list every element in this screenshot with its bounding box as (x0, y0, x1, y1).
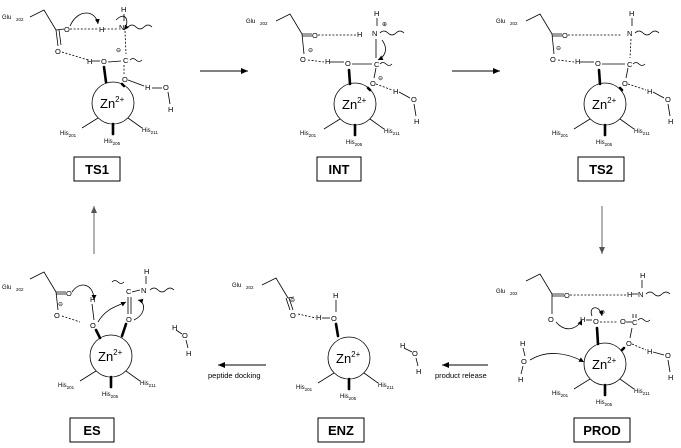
svg-text:ENZ: ENZ (328, 423, 354, 438)
svg-text:202: 202 (16, 287, 24, 292)
state-label-enz (318, 418, 364, 442)
svg-text:His205: His$_{205}$ (596, 400, 613, 407)
label-peptide-docking: peptide docking (208, 371, 261, 380)
svg-text:H: H (121, 5, 127, 14)
svg-text:His201: His$_{201}$ (552, 131, 569, 138)
svg-text:H: H (640, 271, 646, 280)
state-label-ts2 (578, 157, 624, 181)
svg-text:H: H (172, 323, 178, 332)
svg-text:⊕: ⊕ (382, 22, 388, 28)
svg-text:H: H (333, 291, 339, 300)
svg-text:Zn2+: $Zn^{2+}$ (342, 96, 367, 112)
svg-text:O: O (370, 79, 376, 88)
svg-text:O: O (126, 315, 132, 324)
svg-text:Glu: Glu (2, 285, 12, 291)
svg-text:H: H (627, 290, 633, 299)
structure-ts2 (496, 9, 673, 147)
svg-text:Glu: Glu (246, 19, 256, 25)
svg-text:H: H (668, 117, 674, 126)
svg-text:H: H (518, 375, 524, 384)
svg-text:Glu: Glu (232, 283, 242, 289)
svg-text:C: C (374, 60, 380, 69)
svg-text:H: H (668, 373, 674, 382)
svg-text:O: O (665, 351, 671, 360)
svg-text:His211: His$_{211}$ (378, 383, 394, 390)
svg-text:O: O (290, 311, 296, 320)
svg-text:His205: His$_{205}$ (340, 394, 357, 401)
svg-text:H: H (144, 267, 150, 276)
svg-text:H: H (99, 25, 105, 34)
svg-text:⊖: ⊖ (58, 302, 64, 308)
svg-text:H: H (520, 339, 526, 348)
svg-text:202: 202 (260, 21, 268, 26)
structure-es (2, 267, 191, 399)
svg-text:His201: His$_{201}$ (552, 391, 569, 398)
label-product-release: product release (435, 371, 487, 380)
svg-text:O: O (64, 25, 70, 34)
svg-text:H: H (647, 87, 653, 96)
svg-text:His201: His$_{201}$ (296, 385, 313, 392)
svg-text:H: H (416, 367, 422, 376)
structure-prod (496, 271, 673, 407)
svg-text:H: H (145, 83, 151, 92)
svg-text:H: H (647, 347, 653, 356)
svg-text:O: O (182, 331, 188, 340)
svg-text:His211: His$_{211}$ (634, 129, 650, 136)
svg-text:O: O (622, 79, 628, 88)
svg-text:C: C (123, 56, 129, 65)
svg-text:His201: His$_{201}$ (300, 131, 317, 138)
svg-text:His211: His$_{211}$ (634, 389, 650, 396)
svg-text:⊖: ⊖ (378, 76, 384, 82)
svg-text:O: O (411, 95, 417, 104)
svg-text:H: H (575, 57, 581, 66)
svg-text:O: O (54, 311, 60, 320)
svg-text:ES: ES (83, 423, 101, 438)
svg-text:Zn2+: $Zn^{2+}$ (336, 350, 361, 366)
svg-text:O: O (163, 83, 169, 92)
svg-text:Zn2+: $Zn^{2+}$ (100, 95, 125, 111)
svg-text:Zn2+: $Zn^{2+}$ (592, 96, 617, 112)
svg-text:H: H (414, 117, 420, 126)
svg-text:O: O (626, 339, 632, 348)
state-label-ts1 (74, 157, 120, 181)
svg-text:His211: His$_{211}$ (140, 381, 156, 388)
svg-text:His211: His$_{211}$ (142, 128, 158, 135)
svg-text:O: O (122, 75, 128, 84)
svg-text:⊖: ⊖ (308, 48, 314, 54)
svg-text:TS1: TS1 (85, 162, 109, 177)
svg-text:Glu: Glu (2, 15, 12, 21)
svg-text:His201: His$_{201}$ (60, 131, 77, 138)
svg-text:H: H (87, 57, 93, 66)
svg-text:O: O (90, 321, 96, 330)
svg-text:Zn2+: $Zn^{2+}$ (98, 348, 123, 364)
state-label-int (317, 157, 361, 181)
svg-text:Glu: Glu (496, 289, 506, 295)
svg-text:C: C (627, 60, 633, 69)
svg-text:N: N (372, 29, 378, 38)
svg-text:202: 202 (510, 291, 518, 296)
svg-text:H: H (90, 295, 96, 304)
svg-text:His205: His$_{205}$ (596, 140, 613, 147)
svg-text:O: O (331, 314, 337, 323)
svg-text:⊖: ⊖ (116, 48, 122, 54)
svg-text:PROD: PROD (583, 423, 621, 438)
svg-text:⊖: ⊖ (556, 46, 562, 52)
svg-text:H: H (629, 9, 635, 18)
svg-text:N: N (141, 286, 147, 295)
svg-text:202: 202 (246, 285, 254, 290)
svg-text:O: O (564, 291, 570, 300)
structure-enz (232, 278, 421, 401)
svg-text:H: H (393, 87, 399, 96)
svg-text:H: H (186, 349, 192, 358)
svg-text:INT: INT (328, 162, 350, 177)
svg-text:O: O (312, 31, 318, 40)
svg-text:O: O (66, 289, 72, 298)
svg-text:⊖: ⊖ (600, 310, 606, 316)
svg-text:N: N (119, 23, 125, 32)
svg-text:His211: His$_{211}$ (384, 129, 400, 136)
structure-ts1 (2, 5, 173, 146)
svg-text:O: O (101, 57, 107, 66)
svg-text:H: H (357, 30, 363, 39)
svg-text:C: C (632, 318, 638, 327)
svg-text:TS2: TS2 (589, 162, 613, 177)
svg-text:⊖: ⊖ (290, 298, 296, 304)
svg-text:H: H (316, 313, 322, 322)
svg-text:His205: His$_{205}$ (102, 392, 119, 399)
svg-text:N: N (638, 290, 644, 299)
svg-text:O: O (562, 31, 568, 40)
svg-text:O: O (300, 55, 306, 64)
svg-text:O: O (620, 317, 626, 326)
svg-text:His205: His$_{205}$ (104, 139, 121, 146)
svg-text:O: O (548, 315, 554, 324)
svg-text:His201: His$_{201}$ (58, 383, 75, 390)
svg-text:H: H (580, 315, 586, 324)
svg-text:O: O (550, 55, 556, 64)
svg-text:O: O (521, 357, 527, 366)
svg-text:O: O (55, 47, 61, 56)
svg-text:N: N (627, 29, 633, 38)
svg-text:His205: His$_{205}$ (346, 140, 363, 147)
svg-text:O: O (412, 349, 418, 358)
state-label-es (70, 418, 114, 442)
svg-text:202: 202 (510, 21, 518, 26)
svg-text:H: H (374, 9, 380, 18)
svg-text:H: H (168, 105, 174, 114)
svg-text:O: O (345, 59, 351, 68)
svg-text:Zn2+: $Zn^{2+}$ (592, 356, 617, 372)
svg-text:O: O (593, 317, 599, 326)
svg-text:H: H (400, 341, 406, 350)
svg-text:Glu: Glu (496, 19, 506, 25)
structure-int (246, 9, 419, 147)
svg-text:H: H (325, 57, 331, 66)
svg-text:C: C (126, 287, 132, 296)
svg-text:202: 202 (16, 17, 24, 22)
svg-text:O: O (665, 95, 671, 104)
state-label-prod (574, 418, 630, 442)
svg-text:O: O (595, 59, 601, 68)
